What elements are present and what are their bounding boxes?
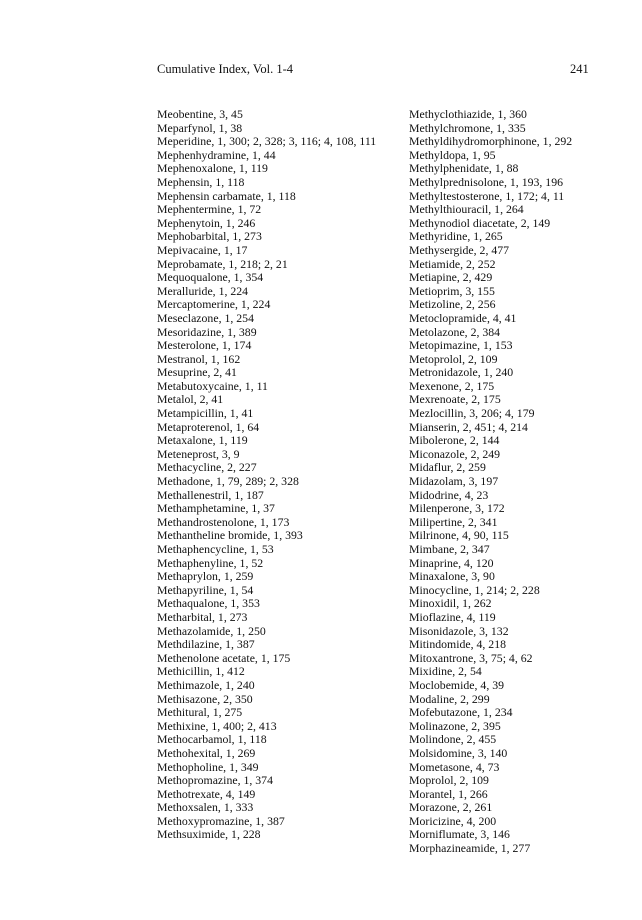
index-entry: Molsidomine, 3, 140 [409,745,508,760]
index-entry: Mitindomide, 4, 218 [409,637,506,652]
index-entry: Methopholine, 1, 349 [157,759,259,774]
index-entry: Milipertine, 2, 341 [409,514,498,529]
index-entry: Methicillin, 1, 412 [157,664,245,679]
index-entry: Mepivacaine, 1, 17 [157,242,248,257]
index-entry: Mephensin, 1, 118 [157,174,245,189]
index-entry: Methaphencycline, 1, 53 [157,542,274,556]
index-entry: Mequoqualone, 1, 354 [157,270,264,285]
index-entry: Methohexital, 1, 269 [157,745,256,760]
index-entry: Metoprolol, 2, 109 [409,351,498,366]
index-column-right [409,108,639,856]
index-entry: Metiapine, 2, 429 [409,270,493,285]
index-entry: Mometasone, 4, 73 [409,759,500,774]
index-entry: Moricizine, 4, 200 [409,813,497,828]
index-entry: Mibolerone, 2, 144 [409,433,500,448]
index-entry: Methandrostenolone, 1, 173 [157,514,290,529]
index-entry: Mofebutazone, 1, 234 [409,705,513,720]
index-entry: Metabutoxycaine, 1, 11 [157,378,268,393]
index-entry: Mephenoxalone, 1, 119 [157,161,268,176]
index-entry: Metioprim, 3, 155 [409,283,495,298]
index-entry: Mephobarbital, 1, 273 [157,229,262,244]
index-entry: Methysergide, 2, 477 [409,242,510,257]
index-entry: Methotrexate, 4, 149 [157,786,256,801]
index-entry: Minoxidil, 1, 262 [409,596,492,611]
index-entry: Milenperone, 3, 172 [409,501,505,516]
index-entry: Methoxsalen, 1, 333 [157,800,254,815]
index-entry: Midodrine, 4, 23 [409,487,489,502]
index-entry: Metronidazole, 1, 240 [409,365,514,380]
index-entry: Minaprine, 4, 120 [409,555,494,570]
index-entry: Methyldopa, 1, 95 [409,147,496,162]
index-entry: Mesuprine, 2, 41 [157,365,237,380]
index-entry: Modaline, 2, 299 [409,691,490,706]
index-entry: Mercaptomerine, 1, 224 [157,297,271,312]
index-entry: Meseclazone, 1, 254 [157,310,254,325]
index-entry: Metizoline, 2, 256 [409,297,496,312]
index-entry: Metaproterenol, 1, 64 [157,419,260,434]
index-entry: Methadone, 1, 79, 289; 2, 328 [157,474,299,489]
index-entry: Mitoxantrone, 3, 75; 4, 62 [409,650,533,665]
index-entry: Methacycline, 2, 227 [157,460,257,475]
index-entry: Mexrenoate, 2, 175 [409,392,501,407]
index-entry: Metopimazine, 1, 153 [409,338,513,353]
index-entry: Milrinone, 4, 90, 115 [409,528,509,543]
page-number: 241 [570,62,589,76]
index-entry: Methyridine, 1, 265 [409,229,503,244]
index-entry: Methylprednisolone, 1, 193, 196 [409,174,563,189]
index-entry: Mixidine, 2, 54 [409,664,482,679]
index-entry: Metharbital, 1, 273 [157,609,248,624]
index-entry: Midazolam, 3, 197 [409,474,499,489]
index-entry: Mephentermine, 1, 72 [157,202,262,217]
index-entry: Methynodiol diacetate, 2, 149 [409,215,551,230]
index-entry: Methisazone, 2, 350 [157,691,253,706]
index-entry: Methsuximide, 1, 228 [157,827,261,842]
index-entry: Molinazone, 2, 395 [409,718,501,733]
index-entry: Mestranol, 1, 162 [157,351,241,366]
index-entry: Miconazole, 2, 249 [409,446,501,461]
index-entry: Metaxalone, 1, 119 [157,433,248,448]
index-entry: Methylthiouracil, 1, 264 [409,202,524,217]
index-entry: Morazone, 2, 261 [409,800,493,815]
index-entry: Moprolol, 2, 109 [409,773,489,788]
index-entry: Meprobamate, 1, 218; 2, 21 [157,256,288,271]
index-entry: Moclobemide, 4, 39 [409,677,505,692]
index-entry: Metoclopramide, 4, 41 [409,310,517,325]
index-entry: Mianserin, 2, 451; 4, 214 [409,419,528,434]
index-entry: Methaqualone, 1, 353 [157,596,260,611]
index-entry: Minaxalone, 3, 90 [409,569,495,584]
index-entry: Meobentine, 3, 45 [157,107,243,121]
index-entry: Morantel, 1, 266 [409,786,488,801]
index-entry: Metampicillin, 1, 41 [157,406,254,421]
index-entry: Methylchromone, 1, 335 [409,120,526,135]
index-entry: Methapyriline, 1, 54 [157,582,254,597]
index-entry: Mephenytoin, 1, 246 [157,215,256,230]
index-entry: Methylphenidate, 1, 88 [409,161,519,176]
index-entry: Methopromazine, 1, 374 [157,773,273,788]
index-entry: Methyltestosterone, 1, 172; 4, 11 [409,188,565,203]
index-entry: Mioflazine, 4, 119 [409,609,496,624]
index-entry: Methyldihydromorphinone, 1, 292 [409,134,573,149]
index-entry: Metiamide, 2, 252 [409,256,496,271]
index-entry: Methoxypromazine, 1, 387 [157,813,285,828]
index-entry: Methallenestril, 1, 187 [157,487,264,502]
index-entry: Mesoridazine, 1, 389 [157,324,257,339]
index-entry: Mimbane, 2, 347 [409,542,490,556]
index-entry: Morniflumate, 3, 146 [409,827,510,842]
index-entry: Mexenone, 2, 175 [409,378,495,393]
index-entry: Midaflur, 2, 259 [409,460,486,475]
index-entry: Methantheline bromide, 1, 393 [157,528,303,543]
index-entry: Mephensin carbamate, 1, 118 [157,188,296,203]
index-entry: Methitural, 1, 275 [157,705,243,720]
index-entry: Methenolone acetate, 1, 175 [157,650,291,665]
index-entry: Mezlocillin, 3, 206; 4, 179 [409,406,535,421]
index-entry: Meparfynol, 1, 38 [157,120,243,135]
index-entry: Metolazone, 2, 384 [409,324,501,339]
index-entry: Methaphenyline, 1, 52 [157,555,264,570]
index-entry: Mephenhydramine, 1, 44 [157,147,276,162]
index-entry: Minocycline, 1, 214; 2, 228 [409,582,540,597]
index-entry: Mesterolone, 1, 174 [157,338,252,353]
index-entry: Methixine, 1, 400; 2, 413 [157,718,277,733]
index-entry: Methazolamide, 1, 250 [157,623,266,638]
index-entry: Meralluride, 1, 224 [157,283,249,298]
index-entry: Meperidine, 1, 300; 2, 328; 3, 116; 4, 108, 111 [157,134,377,149]
index-entry: Metalol, 2, 41 [157,392,224,407]
index-entry: Methimazole, 1, 240 [157,677,255,692]
index-entry: Methocarbamol, 1, 118 [157,732,267,747]
index-entry: Methdilazine, 1, 387 [157,637,255,652]
index-entry: Methaprylon, 1, 259 [157,569,254,584]
index-entry: Meteneprost, 3, 9 [157,446,240,461]
index-entry: Morphazineamide, 1, 277 [409,841,531,856]
index-entry: Molindone, 2, 455 [409,732,497,747]
index-entry: Misonidazole, 3, 132 [409,623,509,638]
running-header-title: Cumulative Index, Vol. 1-4 [157,62,293,76]
index-column-left [157,108,387,842]
index-entry: Methyclothiazide, 1, 360 [409,107,527,121]
index-entry: Methamphetamine, 1, 37 [157,501,275,516]
